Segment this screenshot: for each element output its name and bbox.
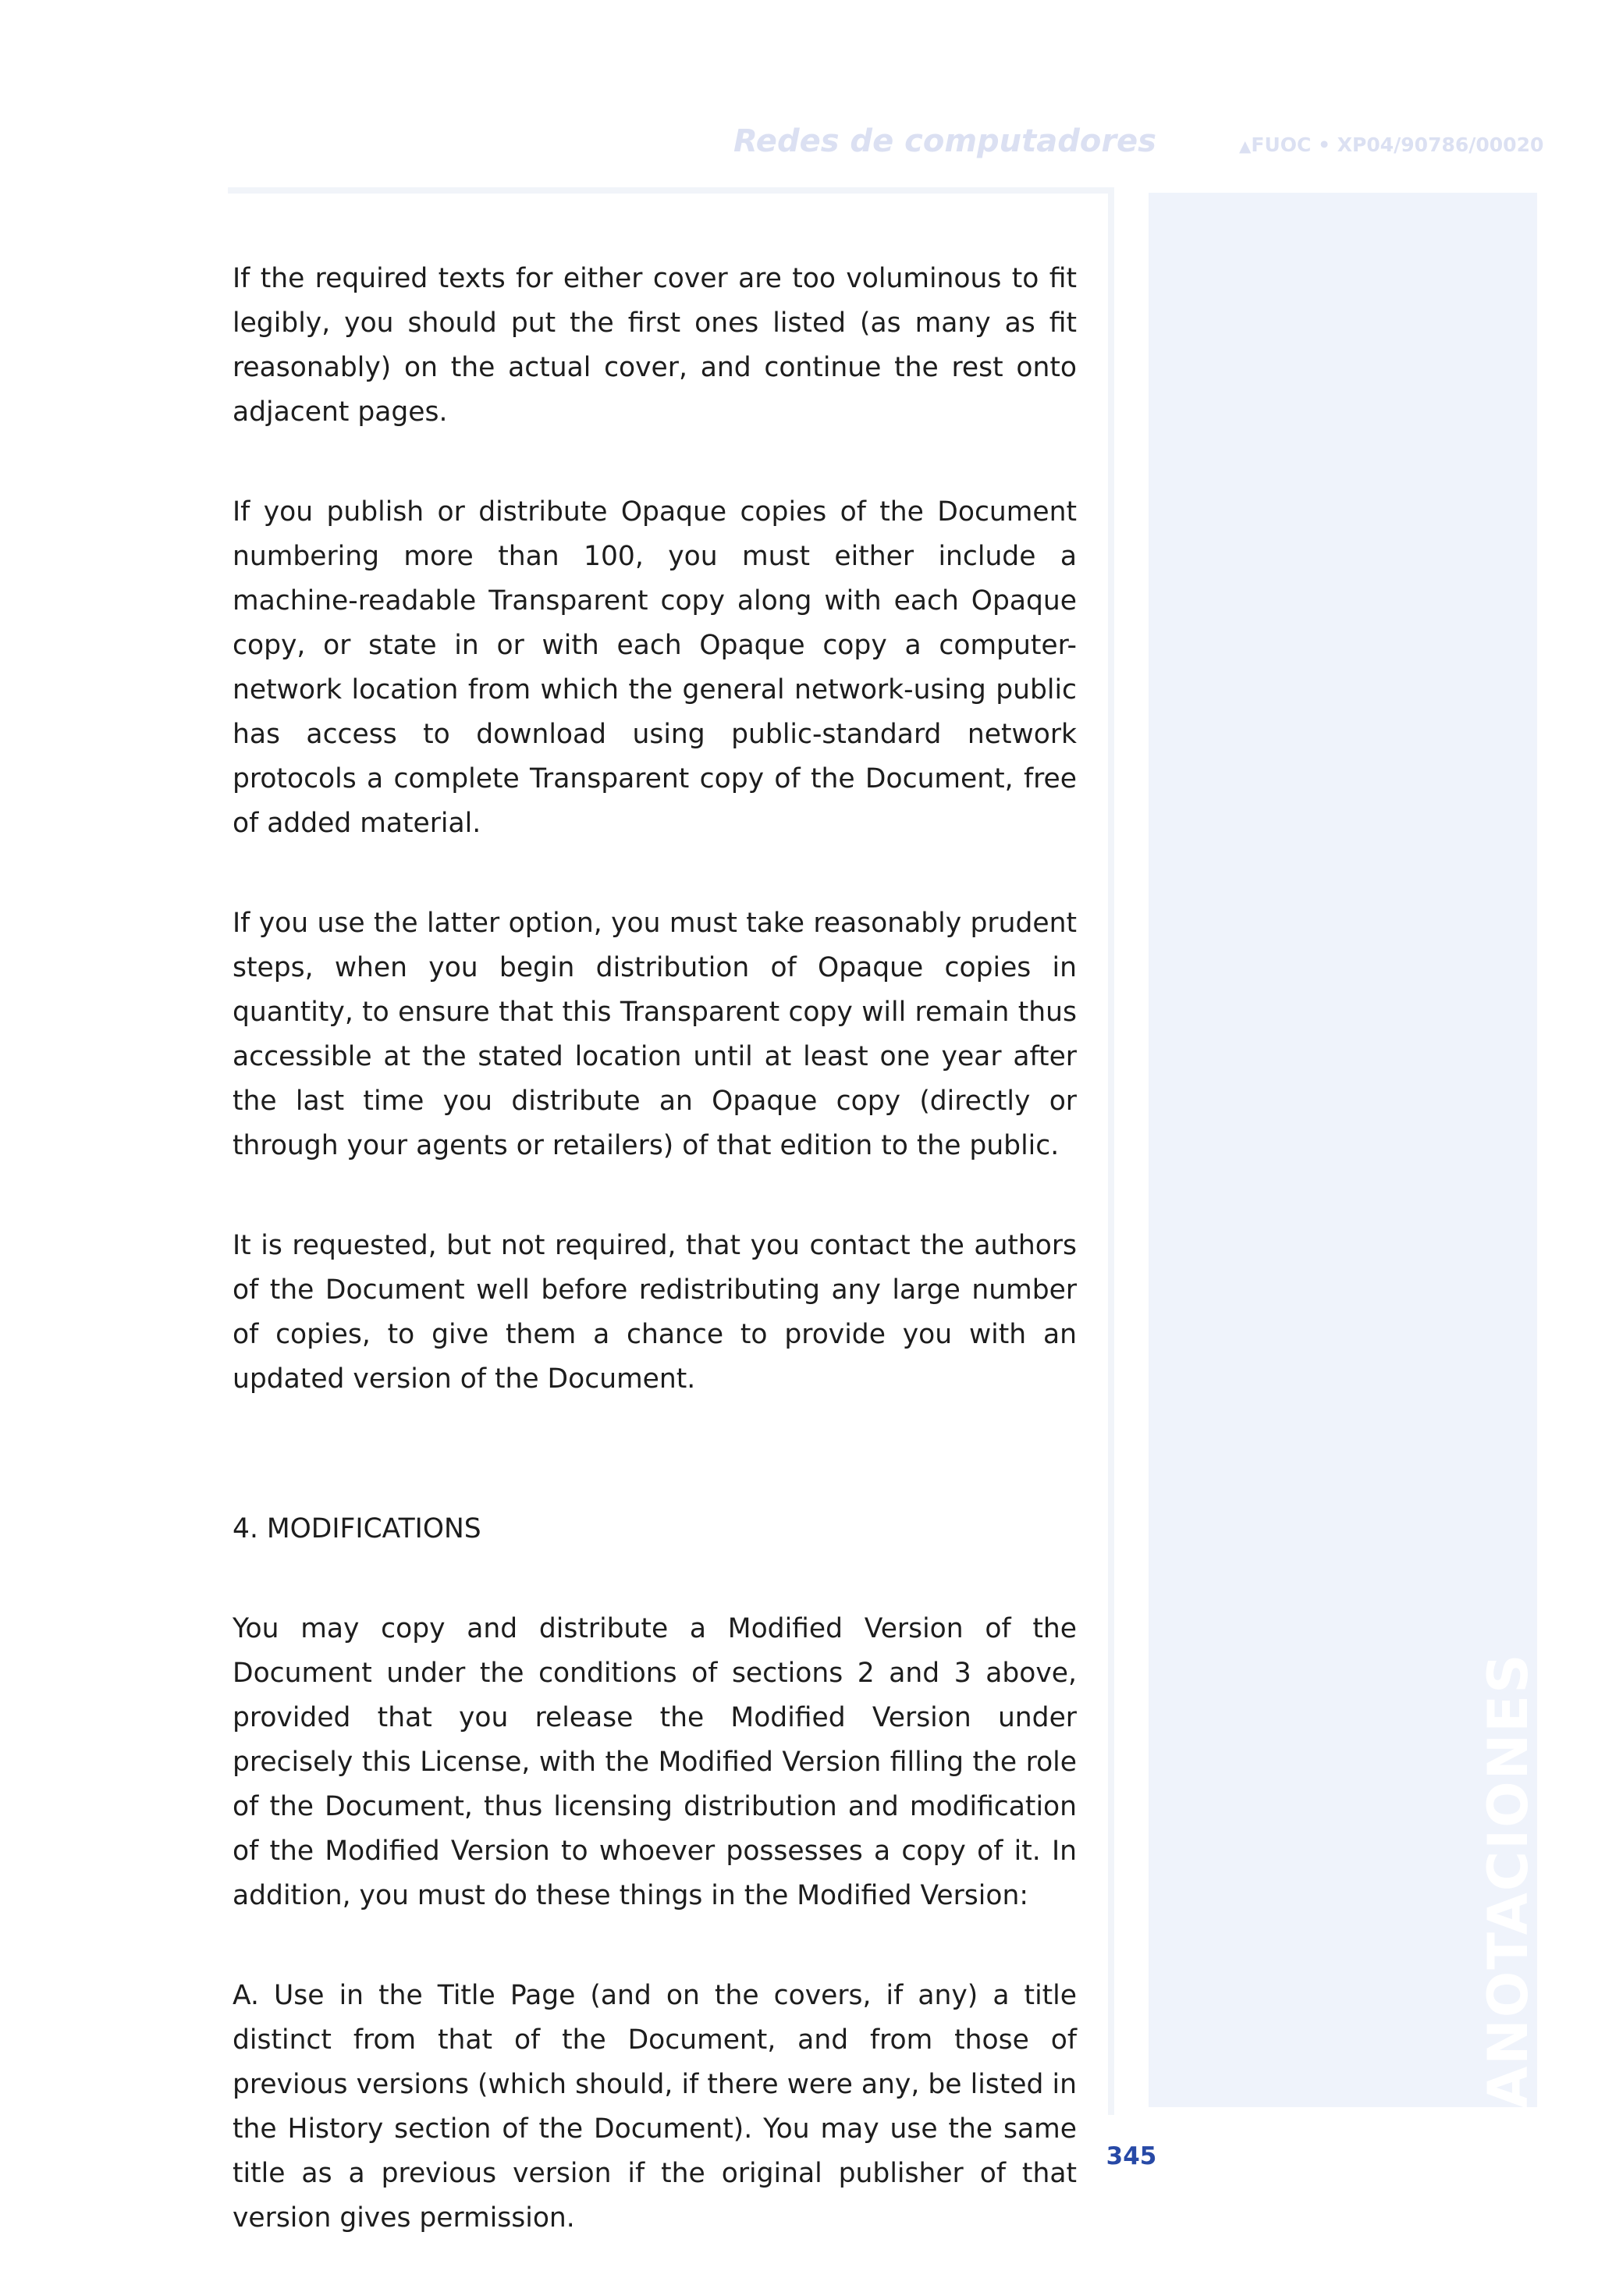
paragraph: If you publish or distribute Opaque copies of the Document numbering more than 100, you must either include a machine-readable Transparent copy along with each Opaque copy, or state in or with each Opaque copy a computer-network location from which the general network-using public has access to download using public-standard network protocols a complete Transparent copy of the Document, free of added material.	[233, 496, 1077, 839]
body-text	[233, 257, 1077, 2296]
running-header-reference	[1239, 133, 1543, 156]
paragraph: You may copy and distribute a Modified Version of the Document under the conditions of sections 2 and 3 above, provided that you release the Modified Version under precisely this License, with the Modified Version filling the role of the Document, thus licensing distribution and modification of the Modified Version to whoever possesses a copy of it. In addition, you must do these things in the Modified Version:	[233, 1613, 1077, 1911]
paragraph: A. Use in the Title Page (and on the covers, if any) a title distinct from that of the Document, and from those of previous versions (which should, if there were any, be listed in the History section of the Document). You may use the same title as a previous version if the original publisher of that version gives permission.	[233, 1980, 1077, 2234]
header-rule	[228, 187, 1114, 194]
column-rule	[1108, 187, 1114, 2115]
annotations-label: ANOTACIONES	[1476, 1652, 1540, 2109]
reference-code: FUOC • XP04/90786/00020	[1251, 133, 1544, 156]
paragraph: If the required texts for either cover are too voluminous to fit legibly, you should put the first ones listed (as many as fit reasonably) on the actual cover, and continue the rest onto adjacent pages.	[233, 263, 1077, 428]
page-number: 345	[1106, 2142, 1157, 2170]
fuoc-logo-icon: ▲	[1239, 137, 1252, 155]
paragraph: If you use the latter option, you must take reasonably prudent steps, when you begin distribution of Opaque copies in quantity, to ensure that this Transparent copy will remain thus accessible at the stated location until at least one year after the last time you distribute an Opaque copy (directly or through your agents or retailers) of that edition to the public.	[233, 908, 1077, 1161]
section-heading: 4. MODIFICATIONS	[233, 1513, 481, 1544]
running-header-title: Redes de computadores	[733, 123, 1156, 159]
paragraph: It is requested, but not required, that you contact the authors of the Document well before redistributing any large number of copies, to give them a chance to provide you with an updated version of the Document.	[233, 1230, 1077, 1395]
